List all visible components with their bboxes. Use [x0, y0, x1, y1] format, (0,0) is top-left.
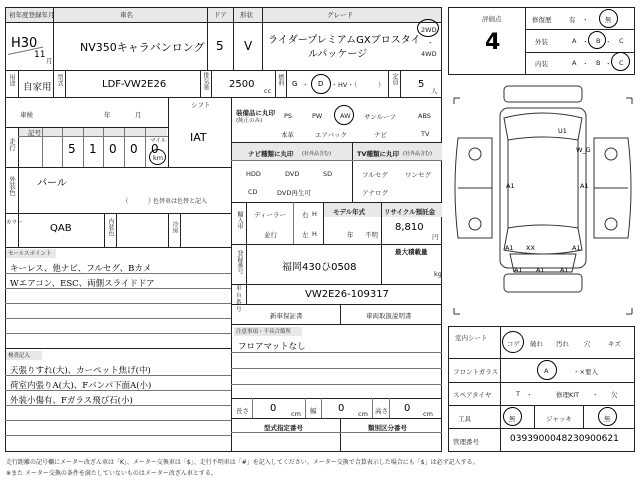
km-label: km [153, 154, 164, 162]
shaken-label: 車検 [20, 111, 33, 119]
mark-a1-right-front: A1 [580, 182, 589, 190]
grade-line1: ライダープレミアムGXブロスタイ [268, 35, 421, 46]
fuel-d: D [318, 80, 324, 88]
exterior-color-value: パール [37, 178, 67, 189]
mileage-digit-3: 0 [109, 142, 117, 156]
spare-missing: 欠 [611, 391, 618, 399]
chassis-label: 車台番号 [236, 286, 242, 313]
mark-u1: U1 [558, 127, 567, 135]
manual-label: 車両取扱説明書 [366, 312, 412, 320]
first-reg-year: H30 [11, 36, 38, 51]
displacement-unit: cc [264, 87, 272, 95]
car-name-label: 車名 [120, 11, 133, 19]
seat-hole: 穴 [584, 340, 591, 348]
km-circle [149, 149, 166, 165]
grade-label: グレード [327, 11, 353, 19]
fuel-dot-1: ・ [302, 81, 309, 89]
doors-value: 5 [216, 39, 224, 53]
nav-cd: CD [248, 188, 258, 196]
year-col: 年 [104, 111, 111, 119]
exterior-paren-close: ） [148, 197, 155, 205]
spare-t: T [516, 390, 520, 398]
repair-no: 無 [605, 16, 612, 24]
chassis-value: VW2E26-109317 [305, 289, 389, 300]
height-label: 高さ [375, 407, 388, 415]
drive-4wd: 4WD [421, 50, 437, 58]
exterior-grade-b: B [596, 37, 601, 45]
repair-label: 修復歴 [532, 16, 552, 24]
interior-dot-2: ・ [605, 60, 612, 68]
repair-dot: ・ [582, 16, 589, 24]
mark-a1-left-rear: A1 [505, 244, 514, 252]
model-year-unknown: 不明 [365, 231, 378, 239]
drive-2wd: 2WD [421, 26, 437, 34]
fuel-g: G [292, 80, 298, 88]
model-label: 型式 [56, 74, 63, 86]
windshield-a-circle [537, 360, 557, 380]
equip-airbag: エアバック [315, 131, 347, 139]
interior-grade-c: C [619, 59, 624, 67]
equip-abs: ABS [418, 112, 431, 120]
import-dealer: ディーラー [254, 211, 286, 219]
capacity-value: 5 [418, 79, 425, 90]
inspector-line1: 天張りすれ(大)、カーペット焦げ(中) [10, 366, 151, 376]
spare-label: スペアタイヤ [453, 391, 492, 399]
mile-label: マイル [150, 138, 167, 144]
type-no-label: 型式指定番号 [264, 424, 303, 432]
nav-sd: SD [323, 170, 333, 178]
seat-stain: 汚れ [556, 340, 569, 348]
mark-xx: XX [526, 244, 535, 252]
inspector-label: 検査記入 [6, 351, 42, 360]
equip-aw: AW [340, 112, 351, 120]
drive-dot: ・ [427, 39, 434, 47]
equip-aw-circle [334, 105, 354, 125]
windshield-note: ・×要入 [573, 368, 598, 376]
rating-value: 4 [485, 30, 501, 55]
mark-a1-bumper-left: A1 [514, 266, 523, 274]
tv-fullseg: フルセグ [362, 171, 388, 179]
shift-label: シフト [191, 101, 211, 109]
recycle-unit: 円 [432, 233, 439, 241]
exterior-grade-c: C [619, 37, 624, 45]
length-unit: cm [291, 410, 301, 418]
notes-value: フロアマットなし [238, 342, 306, 352]
rating-label: 評価点 [482, 15, 502, 23]
shape-value: V [244, 39, 253, 53]
car-name-value: NV350キャラバンロング [80, 41, 205, 54]
model-year-label: モデル年式 [333, 208, 366, 216]
equip-ps: PS [284, 112, 293, 120]
tv-title: TV種類に丸印 [357, 150, 399, 158]
mark-a1-bumper-mid: A1 [536, 266, 545, 274]
seat-koge: コゲ [507, 340, 520, 348]
exterior-grade-a: A [572, 37, 577, 45]
nav-dvd: DVD [285, 170, 300, 178]
height-value: 0 [404, 403, 411, 414]
jack-value: 無 [604, 415, 611, 423]
windshield-label: フロントガラス [453, 368, 499, 376]
mileage-digit-4: 0 [130, 142, 138, 156]
color-code-label: カラー [6, 220, 23, 226]
tools-value: 無 [509, 415, 516, 423]
shape-label: 形状 [240, 11, 253, 19]
fuel-dot-2: ・ [331, 81, 338, 89]
repair-yes: 有 [569, 16, 576, 24]
equipment-sub: (純正のみ) [236, 118, 263, 124]
use-value: 自家用 [23, 82, 52, 93]
mgmt-value: 0393900048230900621 [510, 434, 619, 444]
import-label: 輸入車 [236, 211, 243, 229]
tv-analog: アナログ [362, 189, 388, 197]
displacement-value: 2500 [229, 79, 255, 90]
equip-sunroof: サンルーフ [364, 113, 396, 121]
max-load-label: 最大積載量 [395, 248, 428, 256]
width-value: 0 [338, 403, 345, 414]
nav-sub: (社外品含む) [302, 151, 331, 157]
inspector-line2: 荷室内張りA(大)、Fバンパ下面A(小) [10, 381, 152, 391]
tools-circle [503, 407, 522, 426]
recycle-label: 冷房 [171, 221, 178, 233]
seat-label: 室内シート [455, 334, 488, 342]
mgmt-label: 管理番号 [453, 438, 479, 446]
exterior-paren-open: （ [122, 197, 129, 205]
fuel-label: 燃料 [277, 74, 284, 86]
interior-grade-label: 内装 [535, 60, 548, 68]
door-label: ドア [214, 11, 227, 19]
color-code-value: QAB [50, 223, 72, 234]
first-reg-label: 初年度登録年月 [9, 11, 55, 19]
import-left-h: H [312, 230, 317, 238]
use-label: 用途 [8, 74, 15, 86]
footer-line2: ※また メーター交換の条件を満たしていないものはメーター改ざん車とする。 [6, 470, 217, 477]
grade-line2: ルパッケージ [308, 49, 368, 60]
length-label: 長さ [236, 407, 249, 415]
equip-leather: 本革 [281, 131, 294, 139]
jack-label: ジャッキ [546, 415, 572, 423]
mark-a1-left-front: A1 [506, 182, 515, 190]
first-reg-month: 11 [34, 50, 46, 60]
exterior-grade-label: 外装 [535, 38, 548, 46]
spare-kit: 修理KIT [556, 391, 580, 399]
windshield-value: A [544, 367, 549, 375]
jack-circle [598, 407, 617, 426]
equip-pw: PW [312, 112, 323, 120]
month-col: 月 [135, 111, 142, 119]
sales-points-line1: キーレス、他ナビ、フルセグ、Bカメ [10, 264, 152, 274]
mileage-digit-5: 0 [151, 142, 159, 156]
displacement-label: 排気量 [202, 72, 209, 90]
mark-a1-right-rear: A1 [572, 244, 581, 252]
equipment-label: 装備品に丸印 [236, 109, 275, 117]
tv-oneseg: ワンセグ [405, 171, 431, 179]
fuel-hv: HV・（ [338, 81, 358, 89]
registration-label: 登録番号 [236, 250, 243, 274]
import-right: 右 [302, 211, 309, 219]
note-label: 記号 [28, 129, 41, 137]
mark-wg: W_G [576, 146, 591, 154]
exterior-color-note: 色替車は色替と記入 [153, 198, 208, 205]
interior-c-circle [611, 52, 630, 71]
import-left: 左 [302, 231, 309, 239]
model-value: LDF-VW2E26 [102, 79, 167, 90]
tools-label: 工具 [458, 415, 471, 423]
height-unit: cm [423, 410, 433, 418]
import-parallel: 並行 [264, 231, 277, 239]
inspector-line3: 外装小傷有、Fガラス飛び石(小) [10, 396, 133, 406]
exterior-dot-2: ・ [605, 38, 612, 46]
import-right-h: H [312, 210, 317, 218]
sales-points-label: セールスポイント [6, 249, 56, 258]
nav-hdd: HDD [246, 170, 261, 178]
mileage-digit-1: 5 [68, 142, 76, 156]
seat-scratch: キズ [608, 340, 621, 348]
new-warranty-label: 新車保証書 [270, 312, 303, 320]
spare-dot-1: ・ [526, 391, 533, 399]
sales-points-line2: Wエアコン、ESC、両側スライドドア [10, 279, 155, 289]
repair-no-circle [599, 9, 618, 28]
exterior-b-circle [588, 31, 606, 49]
interior-grade-a: A [572, 59, 577, 67]
mark-a1-bumper-right: A1 [560, 266, 569, 274]
drive-2wd-circle [417, 19, 439, 37]
capacity-label: 定員 [391, 73, 398, 85]
interior-grade-b: B [596, 59, 601, 67]
registration-value: 福岡430ひ0508 [282, 262, 357, 273]
nav-title: ナビ種類に丸印 [248, 150, 294, 158]
fuel-close: ） [378, 81, 385, 89]
exterior-dot-1: ・ [582, 38, 589, 46]
seat-tear: 破れ [530, 340, 543, 348]
interior-label: 内装色 [107, 218, 114, 236]
equip-navi: ナビ [374, 131, 387, 139]
vehicle-damage-diagram [448, 78, 638, 323]
tv-sub: (社外品含む) [403, 151, 432, 157]
capacity-unit: 人 [431, 87, 438, 95]
exterior-label: 外装色 [8, 176, 16, 196]
fuel-d-circle [311, 74, 331, 94]
notes-label: 注意事項・不具合箇所 [234, 327, 302, 336]
mileage-digit-2: 1 [89, 142, 97, 156]
equip-tv: TV [421, 130, 430, 138]
mileage-label: 走行 [8, 138, 16, 151]
interior-dot-1: ・ [582, 60, 589, 68]
nav-dvd-play: DVD再生可 [277, 189, 311, 197]
model-year-year: 年 [347, 231, 354, 239]
class-no-label: 類別区分番号 [368, 424, 407, 432]
seat-koge-circle [502, 331, 524, 353]
max-load-unit: kg [434, 270, 442, 278]
month-unit: 月 [46, 57, 53, 65]
recycle-value: 8,810 [395, 222, 424, 233]
spare-dot-2: ・ [592, 391, 599, 399]
width-label: 幅 [310, 407, 317, 415]
length-value: 0 [270, 403, 277, 414]
recycle-deposit-label: リサイクル預託金 [384, 208, 436, 216]
width-unit: cm [358, 410, 368, 418]
shift-value: IAT [190, 131, 207, 144]
footer-line1: 走行距離の記号欄にメーター改ざん車は「K」、メーター交換車は「$」、走行不明車は「#」を記入してください。メーター交換で合算表示した場合にも「$」は必ず記入する。 [6, 459, 479, 466]
